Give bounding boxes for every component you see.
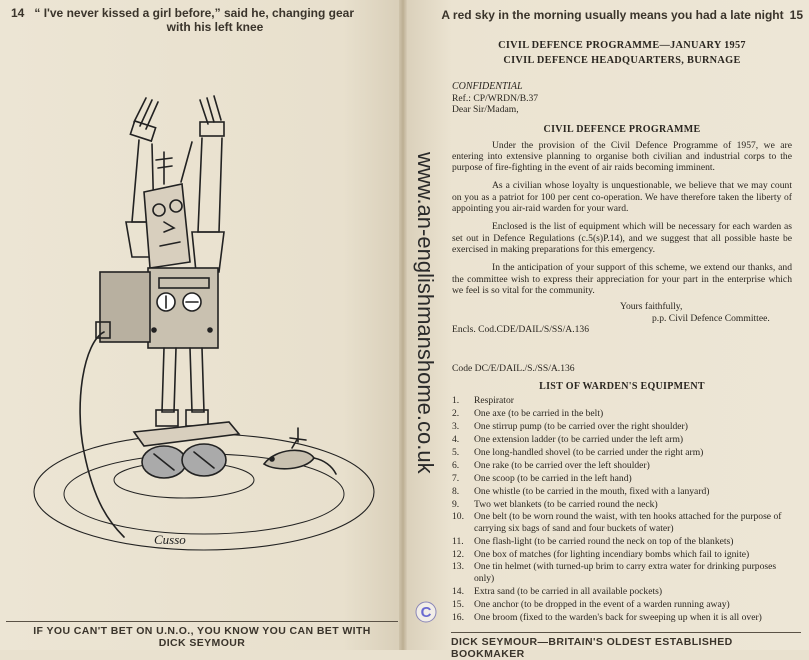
confidential-label: CONFIDENTIAL	[452, 81, 523, 93]
item-number: 16.	[452, 611, 464, 623]
item-number: 11.	[452, 535, 464, 547]
list-item	[452, 473, 792, 484]
left-footer-line1: IF YOU CAN'T BET ON U.N.O., YOU KNOW YOU CAN BET WITH	[33, 625, 371, 637]
item-text: One stirrup pump (to be carried over the right shoulder)	[474, 421, 688, 433]
reference-line: Ref.: CP/WRDN/B.37	[452, 93, 539, 105]
list-item	[452, 549, 792, 560]
item-text: One rake (to be carried over the left shoulder)	[474, 459, 650, 471]
right-page-footer: DICK SEYMOUR—BRITAIN'S OLDEST ESTABLISHED BOOKMAKER	[451, 632, 801, 660]
book-spine	[399, 0, 407, 650]
item-number: 4.	[452, 434, 460, 446]
letter-paragraph: As a civilian whose loyalty is unquestionable, we believe that we may count on you as a patriot for 100 per cent co-operation. We have therefore taken the liberty of appointing you air-raid warden for your ward.	[452, 180, 792, 215]
right-page-header	[441, 8, 803, 22]
list-item	[452, 511, 792, 534]
letter-title-2: CIVIL DEFENCE HEADQUARTERS, BURNAGE	[503, 55, 741, 67]
item-text: Respirator	[474, 395, 514, 407]
watermark	[412, 152, 438, 612]
item-text: Two wet blankets (to be carried round the neck)	[474, 498, 658, 510]
left-page-header	[11, 6, 391, 34]
list-item	[452, 486, 792, 497]
item-text: One axe (to be carried in the belt)	[474, 408, 604, 420]
watermark-logo-icon	[414, 600, 438, 624]
enclosure-ref: Encls. Cod.CDE/DAIL/S/SS/A.136	[452, 323, 589, 335]
left-footer-line2: DICK SEYMOUR	[158, 637, 246, 649]
left-header-line1: “ I've never kissed a girl before,” said he, changing gear	[34, 6, 354, 20]
item-number: 7.	[452, 472, 460, 484]
list-item	[452, 536, 792, 547]
item-text: One box of matches (for lighting incendiary bombs which fail to ignite)	[474, 548, 750, 560]
item-number: 10.	[452, 511, 464, 523]
list-item	[452, 460, 792, 471]
item-text: One tin helmet (with turned-up brim to carry extra water for drinking purposes only)	[474, 561, 777, 584]
salutation: Dear Sir/Madam,	[452, 104, 519, 116]
watermark-text: www.an-englishmanshome.co.uk	[413, 152, 438, 474]
left-header-line2: with his left knee	[166, 20, 264, 34]
item-text: One whistle (to be carried in the mouth, fixed with a lanyard)	[474, 485, 710, 497]
letter-paragraph: Enclosed is the list of equipment which will be necessary for each warden as set out in Defence Regulations (c.5(s)P.14), and we suggest that all possible haste be exercised in making preparations for this emergency.	[452, 221, 792, 255]
item-text: One broom (fixed to the warden's back for sweeping up when it is all over)	[474, 611, 762, 623]
list-item	[452, 599, 792, 610]
signatory: p.p. Civil Defence Committee.	[652, 312, 770, 324]
left-page-number: 14	[11, 6, 25, 20]
item-number: 6.	[452, 459, 460, 471]
list-item	[452, 408, 792, 419]
item-number: 13.	[452, 561, 464, 573]
list-item	[452, 434, 792, 445]
robot-cartoon	[14, 82, 399, 572]
item-text: One belt (to be worn round the waist, with ten hooks attached for the purpose of carrying six bags of sand and four buckets of water)	[474, 511, 782, 534]
left-page-footer	[6, 621, 398, 649]
left-page	[0, 0, 403, 650]
item-text: One extension ladder (to be carried under the left arm)	[474, 434, 684, 446]
list-item	[452, 499, 792, 510]
letter-paragraph: In the anticipation of your support of this scheme, we extend our thanks, and the committee wish to express their appreciation for your part in the enterprise which we feel is so vital for the community.	[452, 262, 792, 296]
item-number: 2.	[452, 408, 460, 420]
closing: Yours faithfully,	[620, 301, 683, 313]
right-header-text: A red sky in the morning usually means you had a late night	[441, 8, 784, 22]
item-text: Extra sand (to be carried in all available pockets)	[474, 585, 663, 597]
item-text: One flash-light (to be carried round the neck on top of the blankets)	[474, 535, 734, 547]
item-number: 3.	[452, 421, 460, 433]
list-item	[452, 421, 792, 432]
letter-title-1: CIVIL DEFENCE PROGRAMME—JANUARY 1957	[498, 40, 746, 51]
list-item	[452, 395, 792, 406]
item-number: 1.	[452, 395, 460, 407]
item-text: One scoop (to be carried in the left hand)	[474, 472, 632, 484]
letter-subject: CIVIL DEFENCE PROGRAMME	[543, 123, 701, 135]
code-ref: Code DC/E/DAIL./S./SS/A.136	[452, 363, 575, 375]
watermark-logo-glyph: C	[420, 604, 432, 621]
cartoon-signature: Cusso	[154, 532, 186, 547]
list-item	[452, 586, 792, 597]
item-number: 8.	[452, 485, 460, 497]
item-number: 9.	[452, 498, 460, 510]
right-page-number: 15	[789, 8, 803, 22]
letter-body	[452, 40, 792, 623]
item-number: 14.	[452, 585, 464, 597]
list-item	[452, 612, 792, 623]
item-number: 5.	[452, 446, 460, 458]
item-text: One anchor (to be dropped in the event of a warden running away)	[474, 598, 730, 610]
list-item	[452, 447, 792, 458]
list-item	[452, 561, 792, 584]
equipment-list	[452, 395, 792, 623]
item-number: 12.	[452, 548, 464, 560]
item-text: One long-handled shovel (to be carried under the right arm)	[474, 446, 704, 458]
equipment-list-title: LIST OF WARDEN'S EQUIPMENT	[539, 380, 705, 392]
letter-paragraph: Under the provision of the Civil Defence Programme of 1957, we are entering into extensive planning to organise both civilian and industrial corps to the purpose of fire-fighting in the event of air raids becoming imminent.	[452, 139, 792, 174]
item-number: 15.	[452, 598, 464, 610]
